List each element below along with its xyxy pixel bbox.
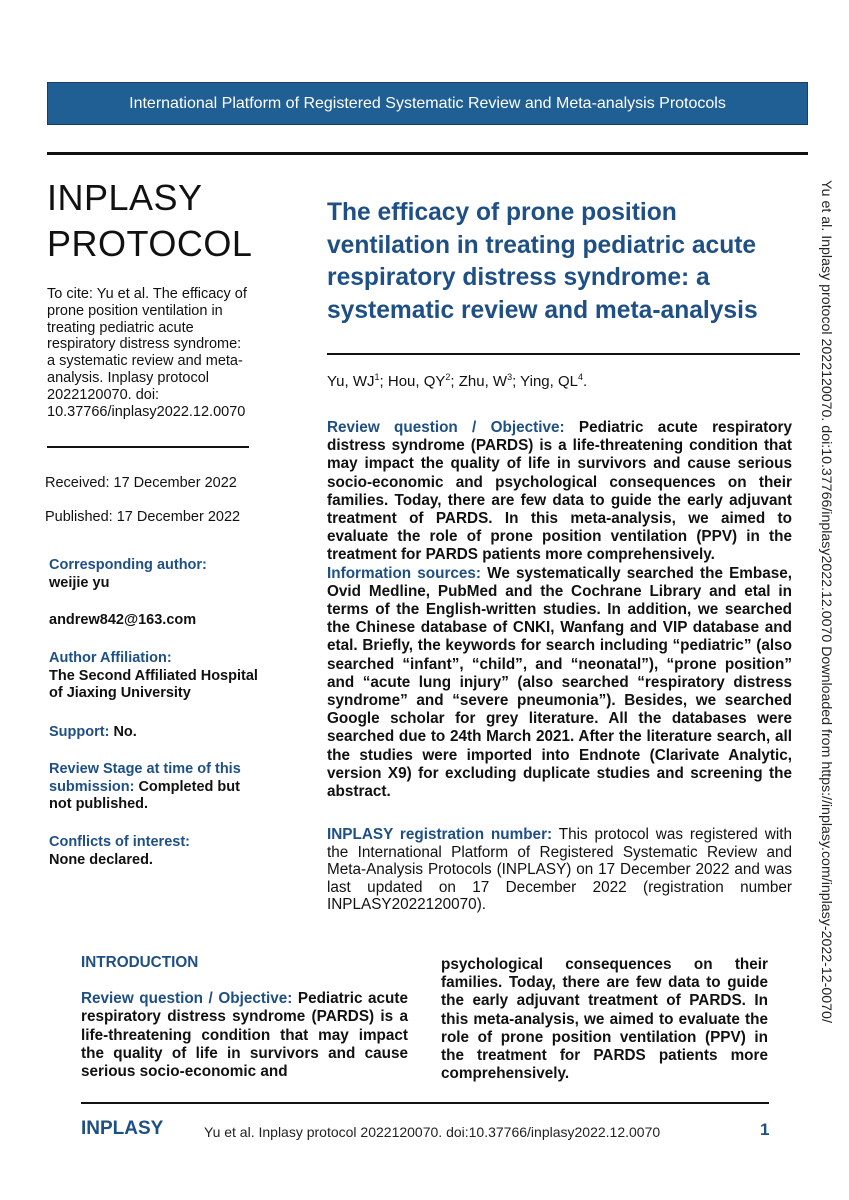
registration-text: This protocol was registered with the International Platform of Registered Systematic Review and Meta-Analysis Protocols (INPLASY) on 17 December 2022 and was last updated on 17 December 2022 (registration number INPLASY2022120070). — [327, 826, 792, 914]
article-title: The efficacy of prone position ventilation in treating pediatric acute respiratory distress syndrome: a systematic review and meta-analysis — [327, 199, 758, 324]
footer-brand: INPLASY — [81, 1118, 164, 1139]
review-question-label: Review question / Objective: — [327, 419, 565, 436]
cite-rule — [47, 446, 249, 448]
author-affiliation: Author Affiliation: The Second Affiliated Hospital of Jiaxing University — [49, 650, 258, 701]
abstract-body — [327, 419, 792, 801]
intro-heading: INTRODUCTION — [81, 954, 199, 971]
corresponding-author: Corresponding author: weijie yu — [49, 557, 207, 591]
received-date: Received: 17 December 2022 — [45, 475, 237, 491]
page-number: 1 — [760, 1120, 770, 1139]
intro-text-right: psychological consequences on their families. Today, there are few data to guide the early adjuvant treatment of PARDS. In this meta-analysis, we aimed to evaluate the role of prone position ventilation (PPV) in the treatment for PARDS patients more comprehensively. — [441, 956, 768, 1083]
review-question-text: Pediatric acute respiratory distress syndrome (PARDS) is a life-threatening condition that may impact the quality of life in survivors and cause serious socio-economic and psychological consequences on their families. Today, there are few data to guide the early adjuvant treatment of PARDS. In this meta-analysis, we aimed to evaluate the role of prone position ventilation (PPV) in the treatment for PARDS patients more comprehensively. — [327, 419, 792, 564]
review-stage: Review Stage at time of this submission: Completed but not published. — [49, 761, 241, 812]
author-list: Yu, $WJ^1$; Hou, $QY^2$; Zhu, $W^3$; Ying, $QL^4$. — [327, 372, 588, 390]
support: Support: No. — [49, 724, 137, 740]
author-email[interactable]: andrew842@163.com — [49, 612, 197, 628]
intro-left-column — [81, 954, 408, 1081]
info-sources-text: We systematically searched the Embase, Ovid Medline, PubMed and the Cochrane Library and etal in terms of the English-written studies. In addition, we searched the Chinese database of CNKI, Wanfang and VIP database and etal. Briefly, the keywords for search including “pediatric” (also searched “infant”, “child”, and “neonatal”), “prone position” and “acute lung injury” (also searched “respiratory distress syndrome” and “severe pneumonia”). Besides, we searched Google scholar for grey literature. All the databases were searched due to 24th March 2021. After the literature search, all the studies were imported into Endnote (Clarivate Analytic, version X9) for excluding duplicate studies and screening the abstract. — [327, 564, 793, 801]
published-date: Published: 17 December 2022 — [45, 509, 241, 525]
top-rule — [47, 152, 808, 155]
info-sources-label: Information sources: — [327, 564, 482, 582]
registration-label: INPLASY registration number: — [327, 826, 553, 843]
protocol-title: INPLASY PROTOCOL — [47, 177, 253, 264]
conflicts-of-interest: Conflicts of interest: None declared. — [49, 834, 190, 868]
registration-block — [327, 826, 792, 914]
intro-text-left: Pediatric acute respiratory distress syndrome (PARDS) is a life-threatening condition that may impact the quality of life in survivors and cause serious socio-economic and — [81, 990, 409, 1081]
intro-right-column — [441, 956, 768, 1083]
footer-rule — [81, 1102, 769, 1104]
intro-question-label: Review question / Objective: — [81, 990, 293, 1008]
footer-citation: Yu et al. Inplasy protocol 2022120070. doi:10.37766/inplasy2022.12.0070 — [204, 1124, 661, 1140]
side-citation-text: Yu et al. Inplasy protocol 2022120070. doi:10.37766/inplasy2022.12.0070 Downloaded from https://inplasy.com/inplasy-2022-12-0070/ — [818, 180, 834, 1023]
platform-banner: International Platform of Registered Systematic Review and Meta-analysis Protocols — [47, 82, 808, 125]
citation-block: To cite: Yu et al. The efficacy of prone position ventilation in treating pediatric acute respiratory distress syndrome: a systematic review and meta- analysis. Inplasy protocol 2022120070. doi: 10.37766/inplasy2022.12.0070 — [47, 286, 247, 420]
title-rule — [327, 353, 800, 355]
left-column — [47, 175, 277, 267]
